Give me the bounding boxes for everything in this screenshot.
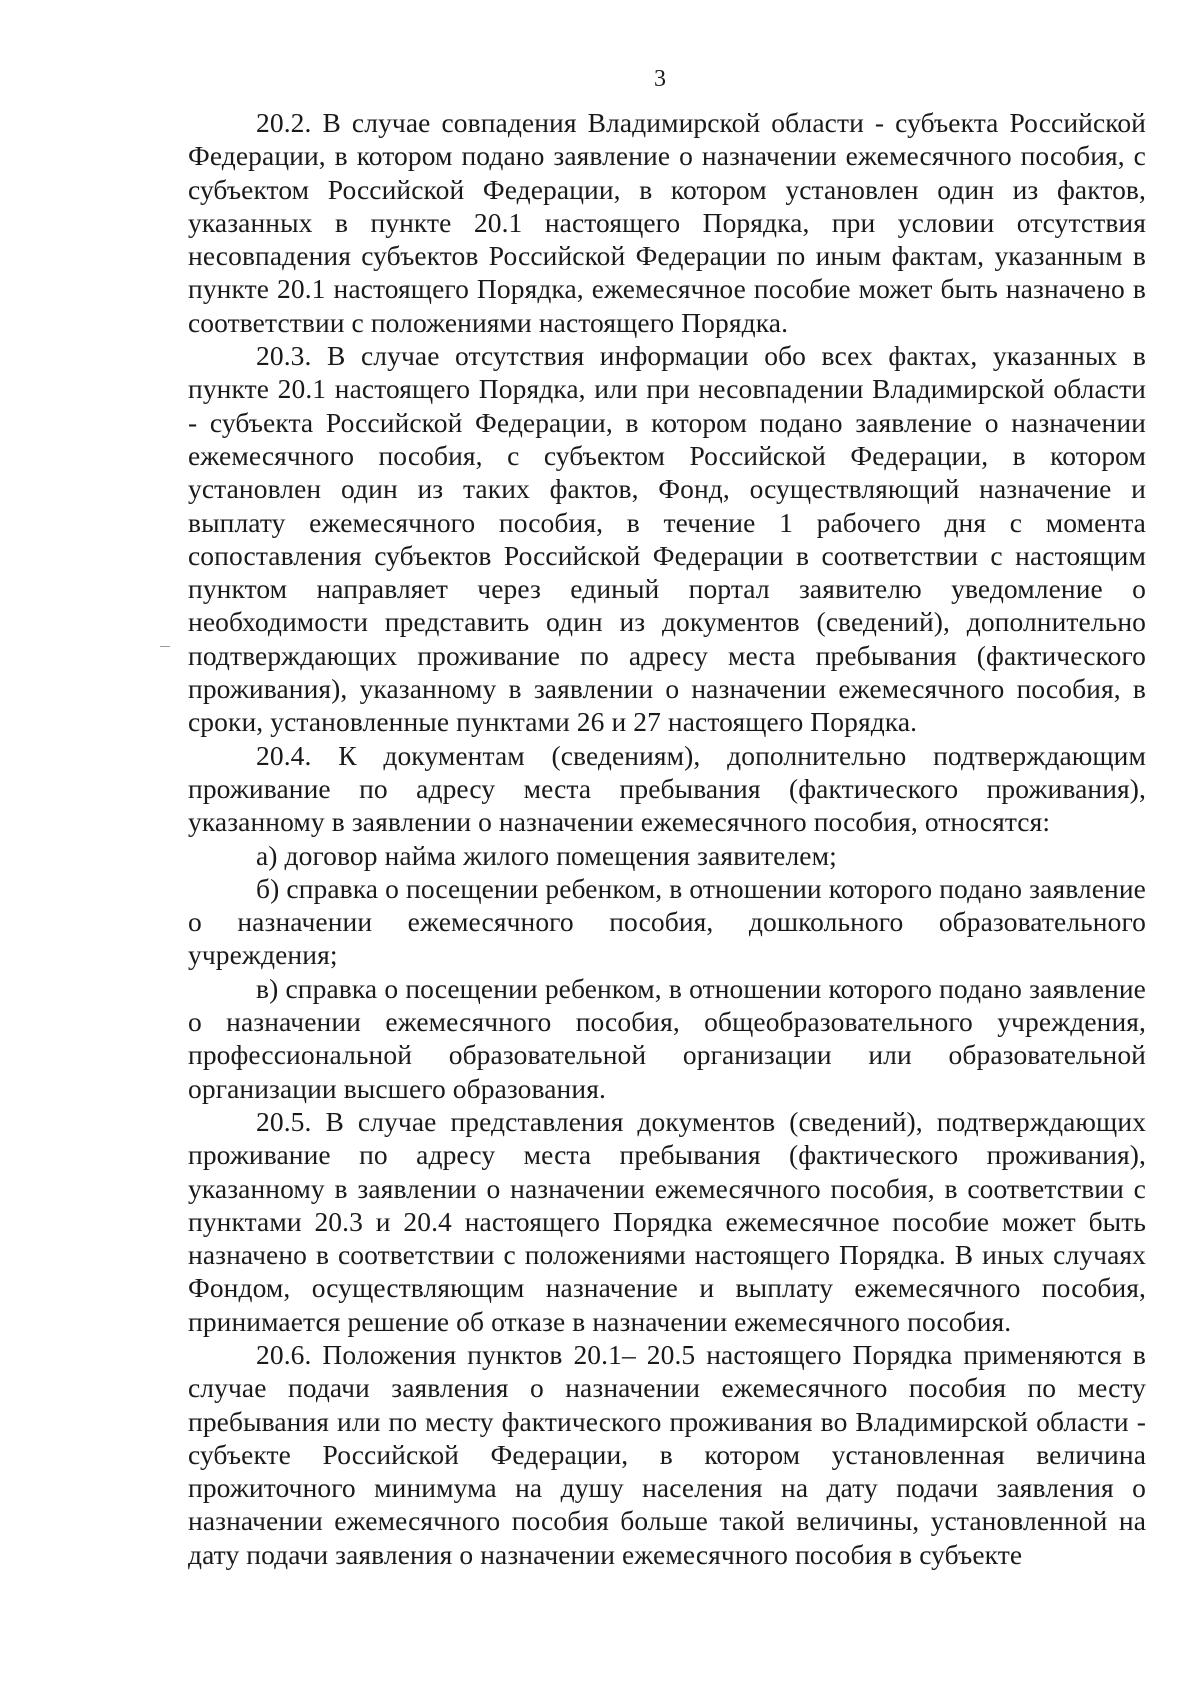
- list-item-v: в) справка о посещении ребенком, в отношении которого подано заявление о назначении ежемесячного пособия, общеобразовательного учреждения, профессиональной образовательной организации или образовательной организации высшего образования.: [188, 972, 1146, 1104]
- paragraph-20-2: 20.2. В случае совпадения Владимирской области - субъекта Российской Федерации, в котором подано заявление о назначении ежемесячного пособия, с субъектом Российской Федерации, в котором установлен один из фактов, указанных в пункте 20.1 настоящего Порядка, при условии отсутствия несовпадения субъектов Российской Федерации по иным фактам, указанным в пункте 20.1 настоящего Порядка, ежемесячное пособие может быть назначено в соответствии с положениями настоящего Порядка.: [188, 107, 1146, 338]
- page-number: 3: [654, 66, 666, 92]
- paragraph-20-6: 20.6. Положения пунктов 20.1– 20.5 настоящего Порядка применяются в случае подачи заявления о назначении ежемесячного пособия по месту пребывания или по месту фактического проживания во Владимирской области - субъекте Российской Федерации, в котором установленная величина прожиточного минимума на душу населения на дату подачи заявления о назначении ежемесячного пособия больше такой величины, установленной на дату подачи заявления о назначении ежемесячного пособия в субъекте: [188, 1338, 1146, 1570]
- paragraph-20-5: 20.5. В случае представления документов (сведений), подтверждающих проживание по адресу места пребывания (фактического проживания), указанному в заявлении о назначении ежемесячного пособия, в соответствии с пунктами 20.3 и 20.4 настоящего Порядка ежемесячное пособие может быть назначено в соответствии с положениями настоящего Порядка. В иных случаях Фондом, осуществляющим назначение и выплату ежемесячного пособия, принимается решение об отказе в назначении ежемесячного пособия.: [188, 1105, 1146, 1337]
- list-item-b: б) справка о посещении ребенком, в отношении которого подано заявление о назначении ежемесячного пособия, дошкольного образовательного учреждения;: [188, 872, 1146, 971]
- paragraph-20-3: 20.3. В случае отсутствия информации обо всех фактах, указанных в пункте 20.1 настоящего Порядка, или при несовпадении Владимирской области - субъекта Российской Федерации, в котором подано заявление о назначении ежемесячного пособия, с субъектом Российской Федерации, в котором установлен один из таких фактов, Фонд, осуществляющий назначение и выплату ежемесячного пособия, в течение 1 рабочего дня с момента сопоставления субъектов Российской Федерации в соответствии с настоящим пунктом направляет через единый портал заявителю уведомление о необходимости представить один из документов (сведений), дополнительно подтверждающих проживание по адресу места пребывания (фактического проживания), указанному в заявлении о назначении ежемесячного пособия, в сроки, установленные пунктами 26 и 27 настоящего Порядка.: [188, 340, 1146, 738]
- paragraph-20-4: 20.4. К документам (сведениям), дополнительно подтверждающим проживание по адресу места пребывания (фактического проживания), указанному в заявлении о назначении ежемесячного пособия, относятся:: [188, 739, 1146, 838]
- scan-artifact: [160, 646, 170, 647]
- list-item-a: а) договор найма жилого помещения заявителем;: [256, 839, 837, 871]
- document-body: [188, 106, 1146, 1571]
